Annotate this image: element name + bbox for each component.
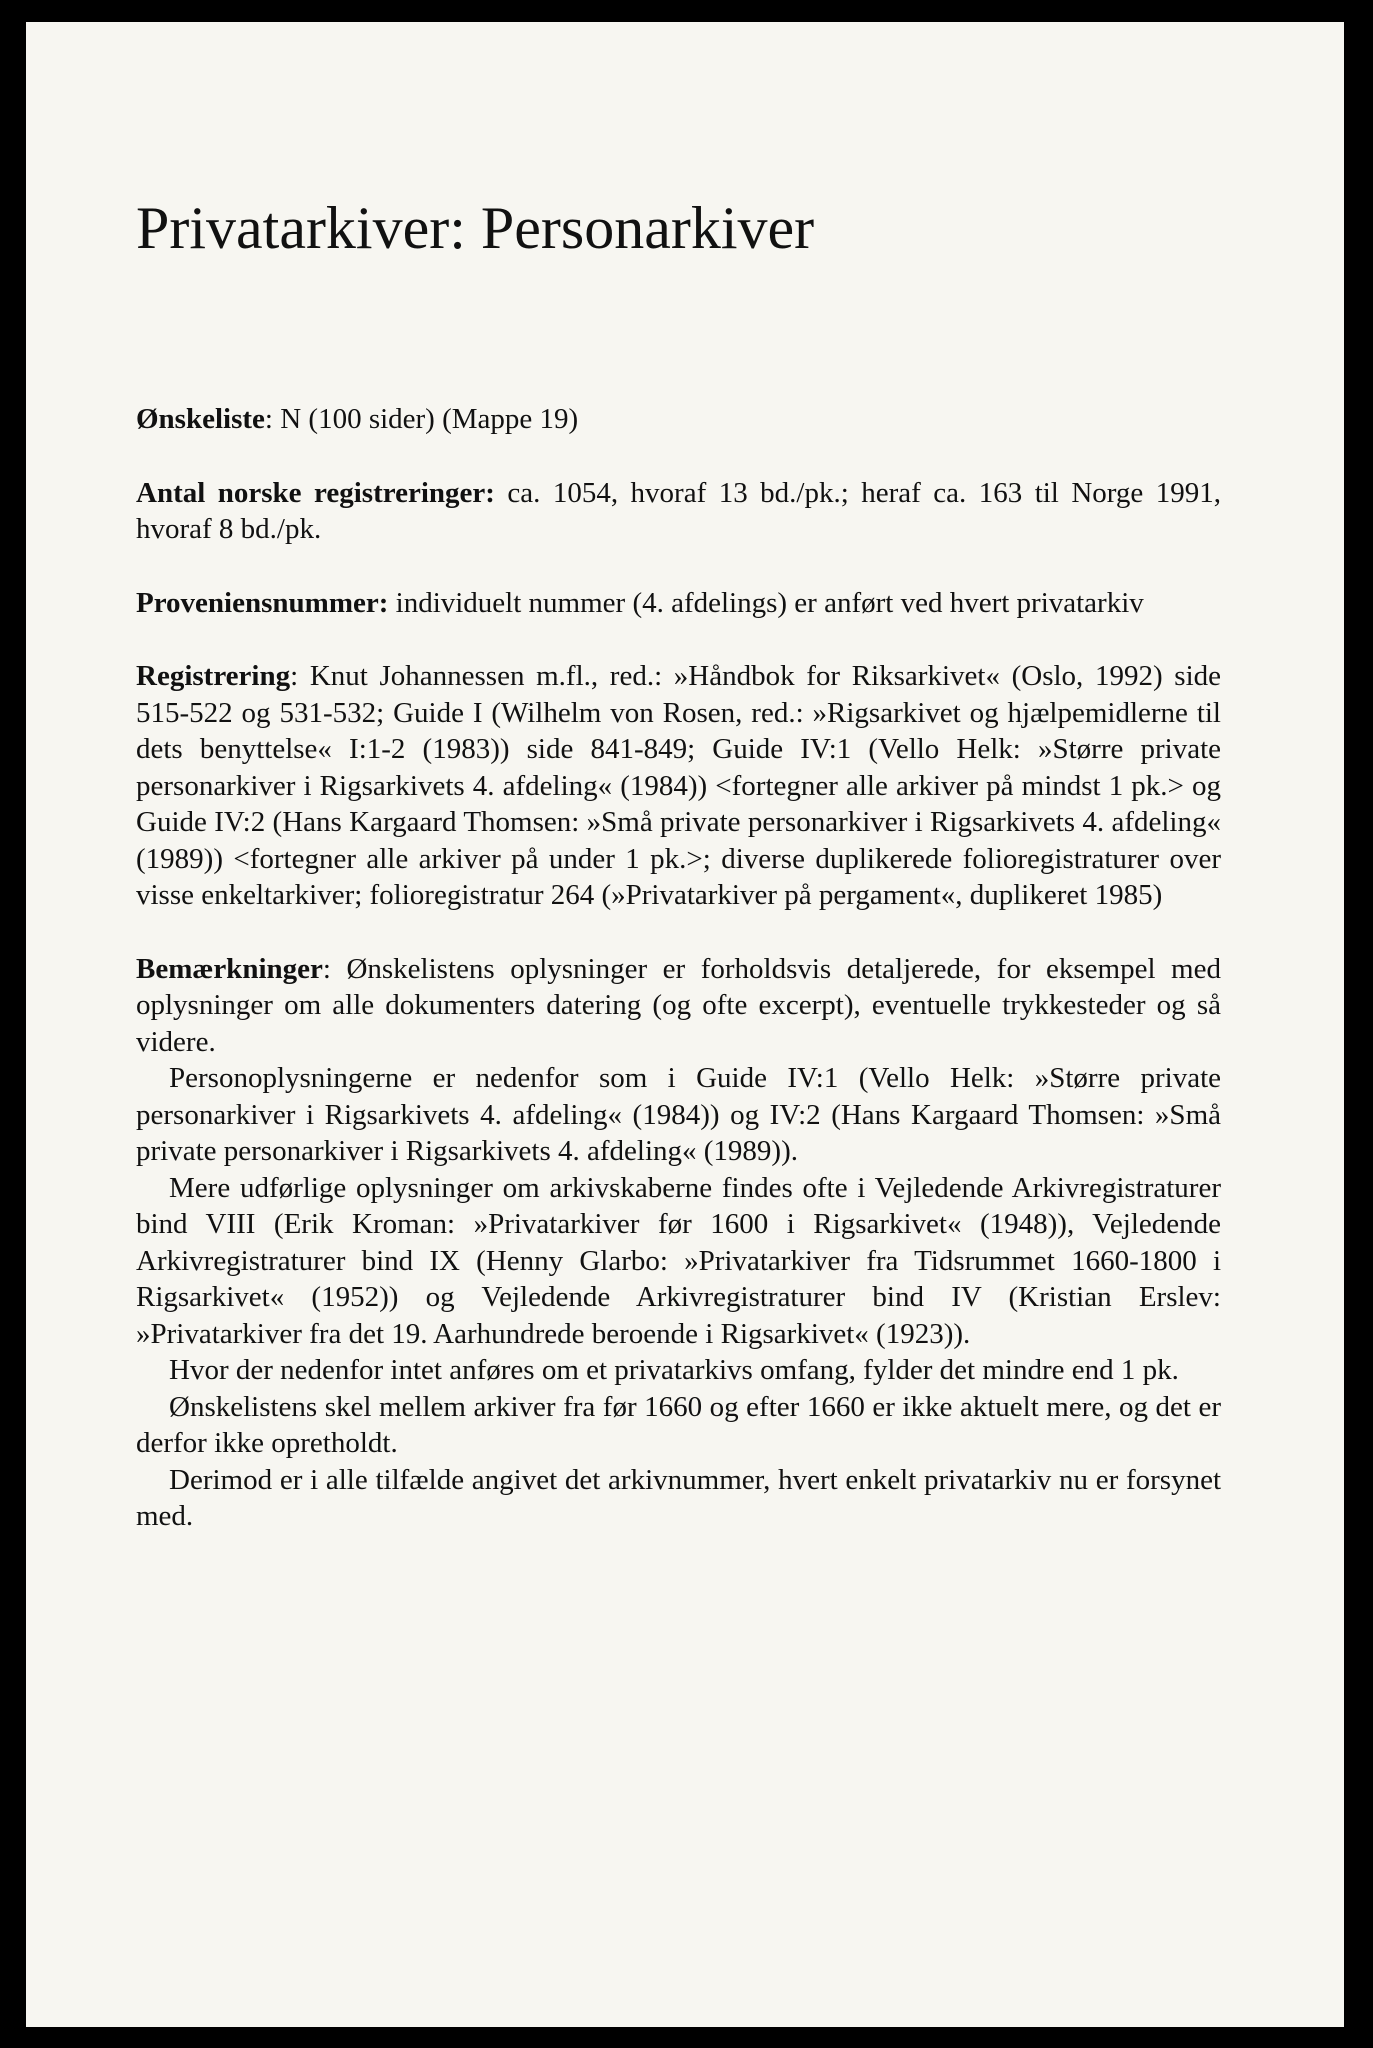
onskeliste-line [136, 401, 1221, 438]
antal-paragraph [136, 475, 1221, 548]
registrering-label: Registrering [136, 660, 291, 692]
onskeliste-label: Ønskeliste [136, 403, 265, 435]
page-title: Privatarkiver: Personarkiver [136, 195, 815, 261]
bemaerkninger-paragraph [136, 951, 1221, 1061]
onskeliste-text: : N (100 sider) (Mappe 19) [264, 403, 579, 435]
body-paragraph: Derimod er i alle tilfælde angivet det arkivnummer, hvert enkelt privatarkiv nu er forsynet med. [136, 1463, 1221, 1532]
proveniens-text: individuelt nummer (4. afdelings) er anført ved hvert privatarkiv [388, 586, 1144, 619]
antal-label: Antal norske registreringer: [136, 476, 495, 509]
registrering-paragraph [136, 658, 1221, 914]
body-paragraph: Personoplysningerne er nedenfor som i Guide IV:1 (Vello Helk: »Større private personarkiver i Rigsarkivets 4. afdeling« (1984)) og IV:2 (Hans Kargaard Thomsen: »Små private personarkiver i Rigsarkivets 4. afdeling« (1989)). [136, 1062, 1221, 1167]
page [26, 22, 1344, 2027]
body-paragraph: Ønskelistens skel mellem arkiver fra før 1660 og efter 1660 er ikke aktuelt mere, og det er derfor ikke opretholdt. [136, 1390, 1221, 1459]
body-paragraph: Mere udførlige oplysninger om arkivskaberne findes ofte i Vejledende Arkivregistraturer bind VIII (Erik Kroman: »Privatarkiver før 1600 i Rigsarkivet« (1948)), Vejledende Arkivregistraturer bind IX (Henny Glarbo: »Privatarkiver fra Tidsrummet 1660-1800 i Rigsarkivet« (1952)) og Vejledende Arkivregistraturer bind IV (Kristian Erslev: »Privatarkiver fra det 19. Aarhundrede beroende i Rigsarkivet« (1923)). [136, 1171, 1221, 1350]
registrering-text: : Knut Johannessen m.fl., red.: »Håndbok for Riksarkivet« (Oslo, 1992) side 515-522 og 531-532; Guide I (Wilhelm von Rosen, red.: »Rigsarkivet og hjælpemidlerne til dets benyttelse« I:1-2 (1983)) side 841-849; Guide IV:1 (Vello Helk: »Større private personarkiver i Rigsarkivets 4. afdeling« (1984)) <fortegner alle arkiver på mindst 1 pk.> og Guide IV:2 (Hans Kargaard Thomsen: »Små private personarkiver i Rigsarkivets 4. afdeling« (1989)) <fortegner alle arkiver på under 1 pk.>; diverse duplikerede folioregistraturer over visse enkeltarkiver; folioregistratur 264 (»Privatarkiver på pergament«, duplikeret 1985) [136, 660, 1221, 911]
bemaerkninger-text: : Ønskelistens oplysninger er forholdsvis detaljerede, for eksempel med oplysninger om alle dokumenters datering (og ofte excerpt), eventuelle trykkesteder og så videre. [136, 952, 1221, 1058]
proveniens-paragraph [136, 585, 1221, 622]
bemaerkninger-label: Bemærkninger [136, 952, 323, 985]
body-paragraph: Hvor der nedenfor intet anføres om et privatarkivs omfang, fylder det mindre end 1 pk. [169, 1354, 1179, 1386]
antal-text: ca. 1054, hvoraf 13 bd./pk.; heraf ca. 163 til Norge 1991, hvoraf 8 bd./pk. [136, 476, 1221, 545]
page-content [136, 192, 1221, 1535]
proveniens-label: Proveniensnummer: [136, 586, 389, 619]
